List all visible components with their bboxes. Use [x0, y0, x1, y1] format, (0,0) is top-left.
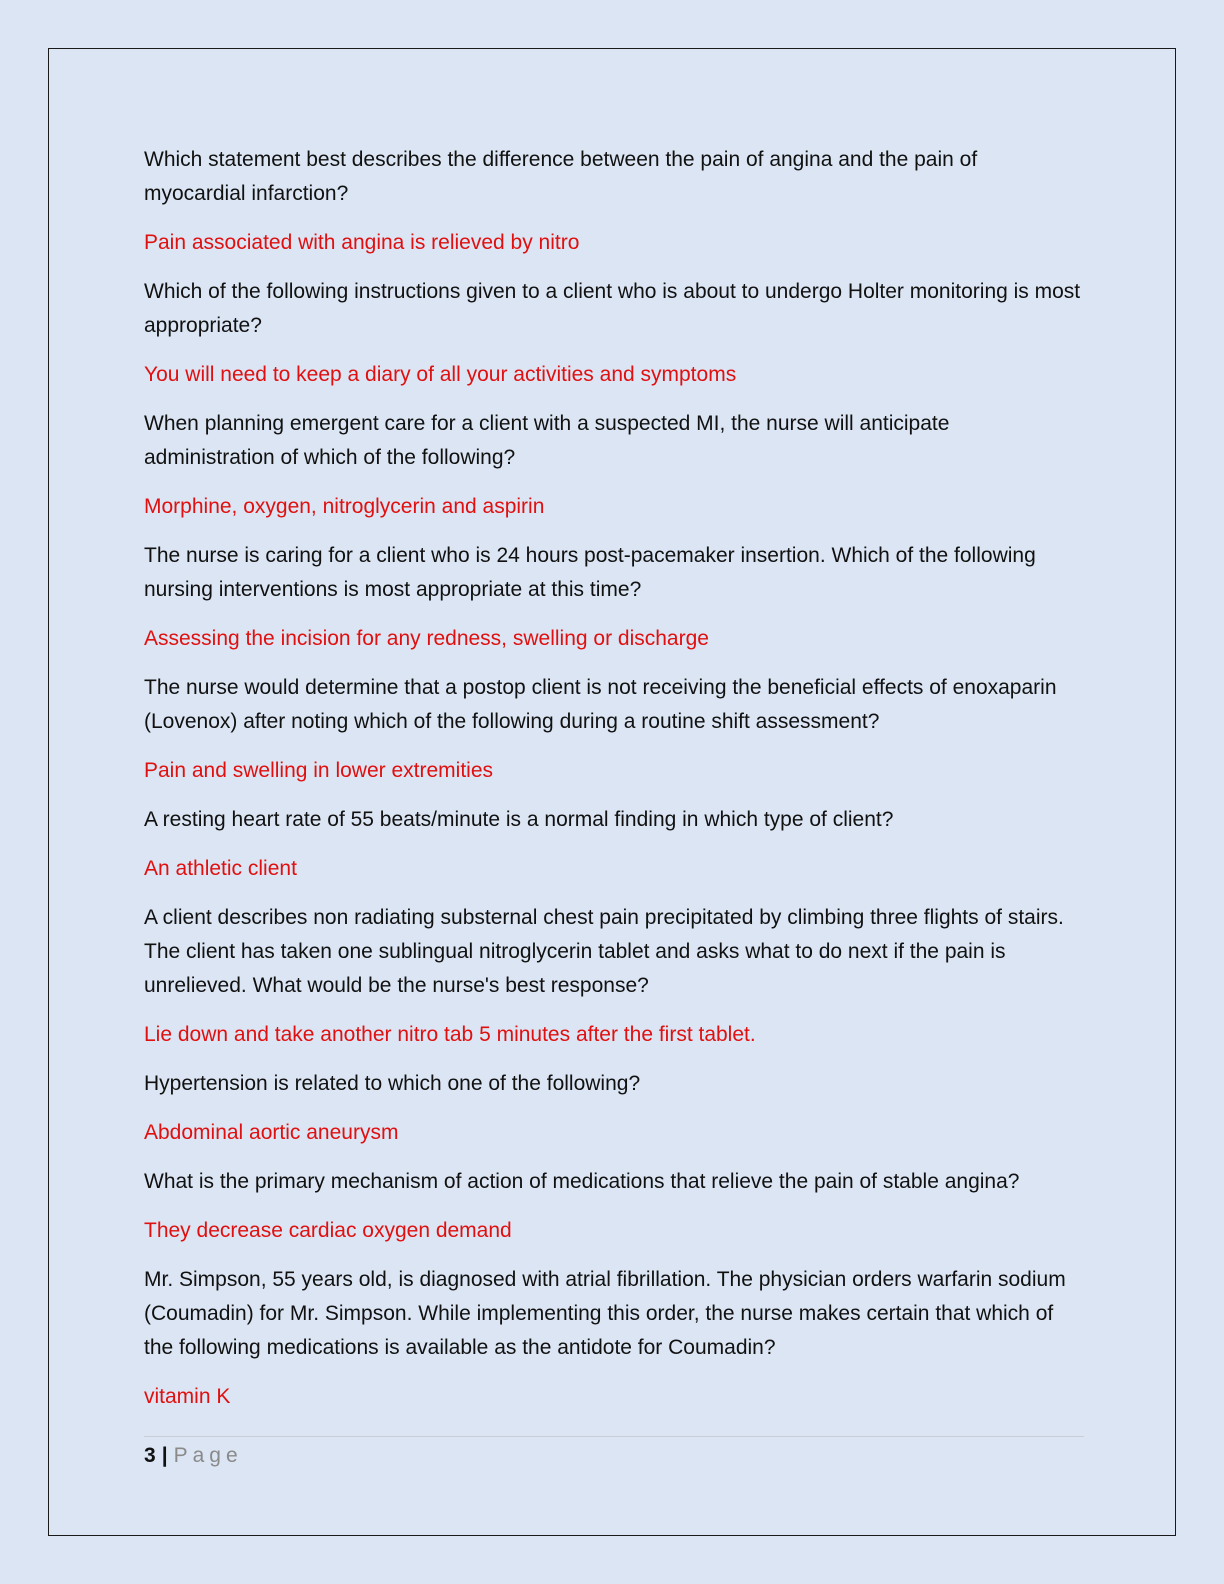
question-text: The nurse is caring for a client who is 24 hours post-pacemaker insertion. Which of the following nursing interventions is most appropriate at this time? [144, 544, 1036, 601]
qa-item [144, 803, 1084, 886]
question-text: Mr. Simpson, 55 years old, is diagnosed with atrial fibrillation. The physician orders warfarin sodium (Coumadin) for Mr. Simpson. While implementing this order, the nurse makes certain that which of the following medications is available as the antidote for Coumadin? [144, 1268, 1066, 1359]
qa-item [144, 143, 1084, 260]
question-text: Hypertension is related to which one of the following? [144, 1072, 641, 1095]
answer-text: Morphine, oxygen, nitroglycerin and aspirin [144, 495, 545, 518]
answer-text: Lie down and take another nitro tab 5 minutes after the first tablet. [144, 1023, 756, 1046]
qa-item [144, 275, 1084, 392]
question-text: A resting heart rate of 55 beats/minute is a normal finding in which type of client? [144, 808, 894, 831]
qa-item [144, 1165, 1084, 1248]
qa-item [144, 901, 1084, 1052]
question-text: Which statement best describes the difference between the pain of angina and the pain of myocardial infarction? [144, 148, 978, 205]
page-label: Page [173, 1444, 243, 1467]
question-text: The nurse would determine that a postop client is not receiving the beneficial effects of enoxaparin (Lovenox) after noting which of the following during a routine shift assessment? [144, 676, 1057, 733]
qa-item [144, 407, 1084, 524]
qa-item [144, 671, 1084, 788]
page-footer [144, 1436, 1084, 1471]
answer-text: Assessing the incision for any redness, swelling or discharge [144, 627, 709, 650]
question-text: A client describes non radiating substernal chest pain precipitated by climbing three flights of stairs. The client has taken one sublingual nitroglycerin tablet and asks what to do next if the pain is unrelieved. What would be the nurse's best response? [144, 906, 1064, 997]
qa-item [144, 1263, 1084, 1414]
question-text: Which of the following instructions given to a client who is about to undergo Holter monitoring is most appropriate? [144, 280, 1081, 337]
question-text: When planning emergent care for a client with a suspected MI, the nurse will anticipate administration of which of the following? [144, 412, 950, 469]
question-text: What is the primary mechanism of action of medications that relieve the pain of stable angina? [144, 1170, 1020, 1193]
question-answer-list [144, 143, 1084, 1414]
page-separator: | [161, 1444, 168, 1467]
answer-text: Pain associated with angina is relieved by nitro [144, 231, 580, 254]
answer-text: They decrease cardiac oxygen demand [144, 1219, 512, 1242]
answer-text: You will need to keep a diary of all your activities and symptoms [144, 363, 737, 386]
answer-text: An athletic client [144, 857, 297, 880]
document-body [144, 143, 1084, 1429]
answer-text: vitamin K [144, 1385, 231, 1408]
answer-text: Abdominal aortic aneurysm [144, 1121, 399, 1144]
page-number: 3 [144, 1444, 156, 1467]
answer-text: Pain and swelling in lower extremities [144, 759, 493, 782]
qa-item [144, 1067, 1084, 1150]
qa-item [144, 539, 1084, 656]
